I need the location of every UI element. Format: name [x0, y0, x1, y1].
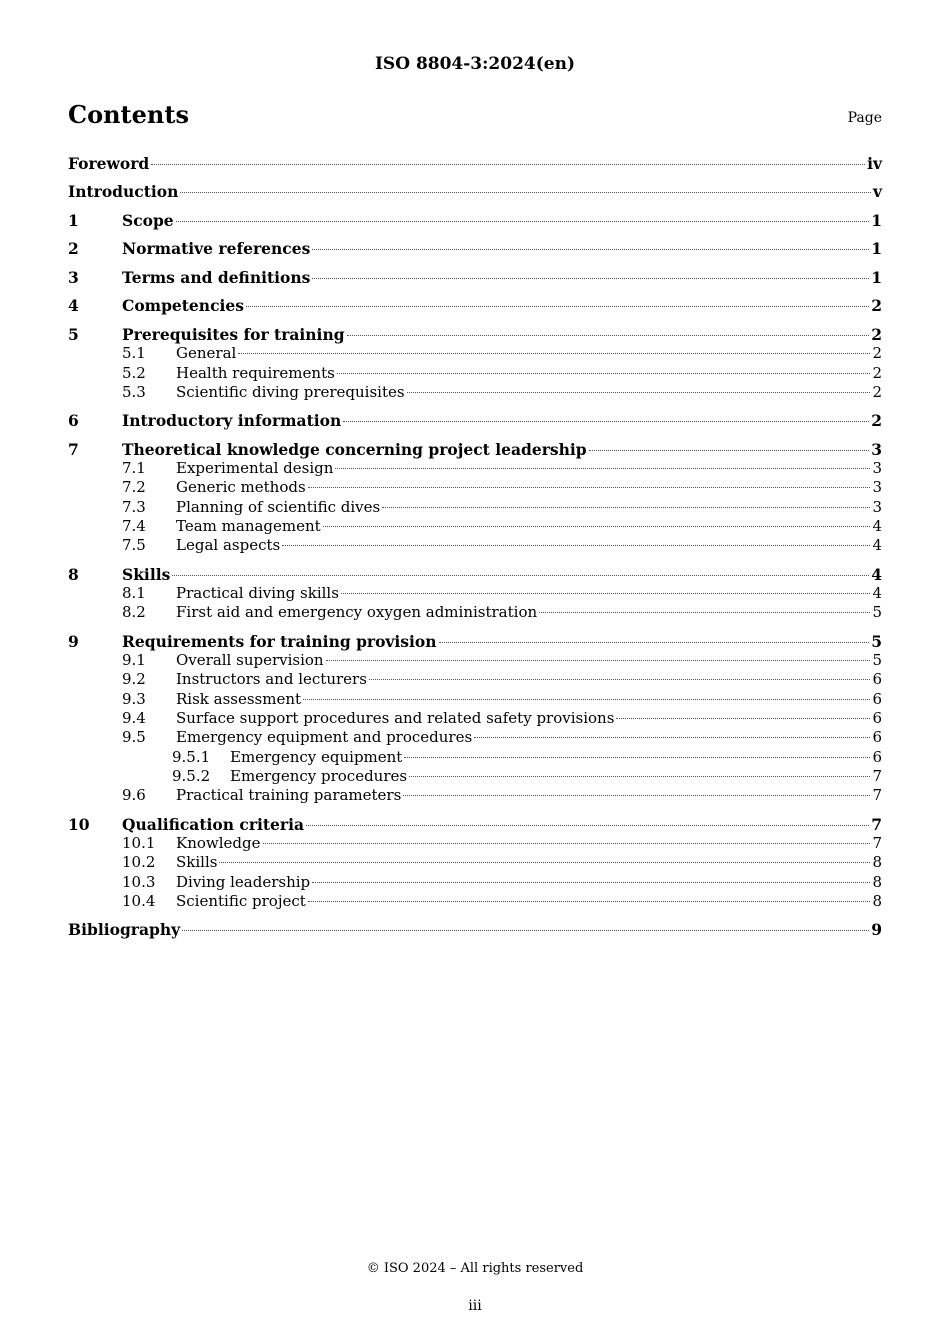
dot-leader — [539, 612, 870, 613]
toc-entry-title: Theoretical knowledge concerning project leadership — [122, 439, 587, 459]
toc-entry-title: Knowledge — [176, 833, 261, 852]
toc-entry-number: 9.4 — [122, 709, 146, 727]
toc-entry-page: 7 — [872, 766, 882, 785]
toc-entry-number: 10 — [68, 814, 90, 834]
dot-leader — [409, 776, 870, 777]
dot-leader — [308, 487, 871, 488]
toc-entry[interactable] — [68, 344, 882, 363]
table-of-contents — [68, 154, 882, 940]
toc-entry-page: 6 — [872, 709, 882, 727]
toc-entry-page: 8 — [872, 872, 882, 891]
toc-entry[interactable] — [68, 815, 882, 834]
dot-leader — [589, 450, 870, 451]
footer-copyright: © ISO 2024 – All rights reserved — [366, 1261, 584, 1276]
toc-entry-page: 6 — [872, 689, 882, 708]
toc-entry[interactable] — [68, 478, 882, 497]
toc-entry[interactable] — [68, 584, 882, 603]
toc-entry-title: General — [176, 344, 237, 363]
dot-leader — [474, 737, 870, 738]
toc-entry[interactable] — [68, 239, 882, 258]
toc-entry-title: Introduction — [68, 182, 179, 202]
dot-leader — [616, 718, 870, 719]
dot-leader — [323, 526, 871, 527]
toc-entry-page: 6 — [872, 747, 882, 766]
toc-entry-page: 1 — [871, 239, 882, 259]
toc-entry-number: 5 — [68, 324, 79, 344]
toc-entry-page: 2 — [872, 363, 882, 382]
document-header: ISO 8804-3:2024(en) — [374, 54, 575, 74]
toc-entry-title: Overall supervision — [176, 651, 324, 670]
toc-entry[interactable] — [68, 853, 882, 872]
toc-entry-number: 9.5 — [122, 728, 146, 747]
toc-entry-page: 5 — [871, 631, 882, 651]
toc-entry-page: 2 — [871, 411, 882, 431]
toc-entry[interactable] — [68, 211, 882, 230]
toc-entry[interactable] — [68, 603, 882, 622]
dot-leader — [312, 249, 869, 250]
dot-leader — [182, 930, 869, 931]
toc-entry-number: 9 — [68, 631, 79, 651]
toc-entry-number: 7.4 — [122, 516, 146, 535]
toc-entry-title: Foreword — [68, 154, 150, 173]
toc-entry-title: Scientific diving prerequisites — [176, 382, 405, 401]
toc-entry[interactable] — [68, 786, 882, 805]
toc-entry-page: 7 — [872, 786, 882, 805]
toc-entry-title: Instructors and lecturers — [176, 670, 367, 689]
toc-entry[interactable] — [68, 364, 882, 383]
dot-leader — [439, 642, 870, 643]
dot-leader — [369, 679, 871, 680]
toc-entry-title: Scope — [122, 210, 174, 230]
toc-entry-page: 2 — [871, 324, 882, 344]
toc-entry[interactable] — [68, 651, 882, 670]
toc-entry-number: 9.1 — [122, 651, 146, 670]
toc-entry-number: 5.1 — [122, 344, 146, 363]
toc-entry-title: Planning of scientific dives — [176, 497, 381, 516]
toc-entry-number: 4 — [68, 296, 79, 316]
toc-entry-page: 3 — [872, 497, 882, 516]
toc-entry-number: 9.6 — [122, 786, 146, 805]
dot-leader — [347, 335, 870, 336]
toc-entry-title: Emergency equipment and procedures — [176, 728, 473, 747]
toc-entry-title: Normative references — [122, 239, 311, 259]
dot-leader — [306, 825, 869, 826]
toc-entry-number: 7 — [68, 439, 79, 459]
toc-entry-title: Surface support procedures and related safety provisions — [176, 709, 615, 727]
toc-entry[interactable] — [68, 767, 882, 786]
toc-entry[interactable] — [68, 440, 882, 459]
toc-entry-number: 7.5 — [122, 536, 146, 555]
toc-entry-title: Practical training parameters — [176, 786, 402, 805]
toc-entry[interactable] — [68, 182, 882, 201]
dot-leader — [343, 421, 869, 422]
dot-leader — [176, 221, 870, 222]
toc-entry-page: 6 — [872, 728, 882, 747]
toc-entry-number: 7.3 — [122, 497, 146, 516]
toc-entry[interactable] — [68, 268, 882, 287]
toc-entry-page: 8 — [872, 853, 882, 872]
toc-entry-page: 5 — [872, 651, 882, 670]
toc-entry-number: 10.1 — [122, 833, 156, 852]
toc-entry-title: Practical diving skills — [176, 584, 339, 603]
toc-entry[interactable] — [68, 517, 882, 536]
toc-entry-page: 4 — [872, 516, 882, 535]
toc-entry-number: 8.2 — [122, 603, 146, 622]
toc-entry-page: 2 — [872, 344, 882, 363]
toc-entry-title: Prerequisites for training — [122, 324, 345, 344]
toc-entry[interactable] — [68, 383, 882, 402]
toc-entry-page: 2 — [871, 296, 882, 316]
dot-leader — [238, 353, 870, 354]
dot-leader — [180, 192, 871, 193]
toc-entry[interactable] — [68, 920, 882, 939]
toc-entry-title: Bibliography — [68, 920, 181, 940]
dot-leader — [219, 862, 870, 863]
toc-entry-title: Scientific project — [176, 891, 306, 910]
toc-entry-number: 9.5.1 — [172, 747, 211, 766]
toc-entry-number: 10.4 — [122, 891, 156, 910]
toc-entry-title: Diving leadership — [176, 872, 311, 891]
toc-entry[interactable] — [68, 411, 882, 430]
toc-entry-page: 6 — [872, 670, 882, 689]
dot-leader — [151, 164, 865, 165]
toc-entry-title: Generic methods — [176, 478, 306, 497]
toc-entry[interactable] — [68, 565, 882, 584]
toc-entry[interactable] — [68, 709, 882, 728]
toc-entry-title: Emergency equipment — [230, 747, 403, 766]
toc-entry-page: iv — [867, 154, 882, 173]
dot-leader — [312, 882, 870, 883]
toc-entry[interactable] — [68, 632, 882, 651]
toc-entry-title: Requirements for training provision — [122, 631, 437, 651]
toc-entry-number: 9.2 — [122, 670, 146, 689]
dot-leader — [263, 843, 871, 844]
dot-leader — [404, 757, 870, 758]
toc-entry-number: 8.1 — [122, 584, 146, 603]
toc-entry[interactable] — [68, 834, 882, 853]
contents-heading: Contents — [68, 100, 189, 129]
toc-entry-page: 1 — [871, 210, 882, 230]
dot-leader — [403, 795, 870, 796]
toc-entry-title: Skills — [176, 853, 218, 872]
dot-leader — [282, 545, 870, 546]
toc-entry-title: Team management — [176, 516, 321, 535]
dot-leader — [335, 468, 870, 469]
toc-entry[interactable] — [68, 459, 882, 478]
toc-entry-title: First aid and emergency oxygen administration — [176, 603, 538, 622]
toc-entry-page: 7 — [871, 814, 882, 834]
toc-entry-number: 2 — [68, 239, 79, 259]
toc-entry-number: 10.3 — [122, 872, 156, 891]
page-column-label: Page — [847, 110, 882, 126]
dot-leader — [337, 373, 871, 374]
toc-entry-number: 5.3 — [122, 382, 146, 401]
toc-entry-page: 3 — [871, 439, 882, 459]
toc-entry-number: 6 — [68, 411, 79, 431]
dot-leader — [303, 699, 870, 700]
toc-entry-page: 4 — [872, 536, 882, 555]
toc-entry-page: 2 — [872, 382, 882, 401]
dot-leader — [246, 306, 869, 307]
toc-entry-number: 1 — [68, 210, 79, 230]
dot-leader — [382, 507, 870, 508]
toc-entry[interactable] — [68, 296, 882, 315]
toc-entry[interactable] — [68, 536, 882, 555]
toc-entry-page: 5 — [872, 603, 882, 622]
toc-entry-page: 1 — [871, 267, 882, 287]
toc-entry-title: Competencies — [122, 296, 244, 316]
dot-leader — [172, 575, 869, 576]
toc-entry-title: Legal aspects — [176, 536, 281, 555]
toc-entry-number: 7.2 — [122, 478, 146, 497]
dot-leader — [312, 278, 869, 279]
toc-entry[interactable] — [68, 498, 882, 517]
toc-entry-page: v — [872, 182, 882, 202]
toc-entry-number: 9.3 — [122, 689, 146, 708]
dot-leader — [407, 392, 871, 393]
toc-entry-page: 3 — [872, 478, 882, 497]
toc-entry-page: 9 — [871, 920, 882, 940]
toc-entry[interactable] — [68, 728, 882, 747]
toc-entry-number: 10.2 — [122, 853, 156, 872]
toc-entry-page: 3 — [872, 459, 882, 478]
toc-entry-title: Risk assessment — [176, 689, 302, 708]
toc-entry-page: 8 — [872, 891, 882, 910]
toc-entry-title: Terms and definitions — [122, 267, 311, 287]
toc-entry-title: Emergency procedures — [230, 766, 408, 785]
toc-entry-page: 7 — [872, 833, 882, 852]
toc-entry[interactable] — [68, 325, 882, 344]
toc-entry-number: 9.5.2 — [172, 766, 211, 785]
toc-entry[interactable] — [68, 690, 882, 709]
toc-entry[interactable] — [68, 748, 882, 767]
toc-entry[interactable] — [68, 892, 882, 911]
toc-entry-number: 3 — [68, 267, 79, 287]
toc-entry-number: 5.2 — [122, 363, 146, 382]
toc-entry-page: 4 — [872, 584, 882, 603]
toc-entry[interactable] — [68, 873, 882, 892]
toc-entry-number: 7.1 — [122, 459, 146, 478]
dot-leader — [326, 660, 871, 661]
toc-entry[interactable] — [68, 154, 882, 173]
dot-leader — [308, 901, 871, 902]
toc-entry-title: Health requirements — [176, 363, 335, 382]
toc-entry-title: Qualification criteria — [122, 814, 305, 834]
footer-page-number: iii — [468, 1298, 482, 1314]
toc-entry-number: 8 — [68, 564, 79, 584]
toc-entry[interactable] — [68, 670, 882, 689]
toc-entry-title: Skills — [122, 564, 171, 584]
toc-entry-page: 4 — [871, 564, 882, 584]
dot-leader — [341, 593, 871, 594]
toc-entry-title: Introductory information — [122, 411, 342, 431]
toc-entry-title: Experimental design — [176, 459, 334, 478]
